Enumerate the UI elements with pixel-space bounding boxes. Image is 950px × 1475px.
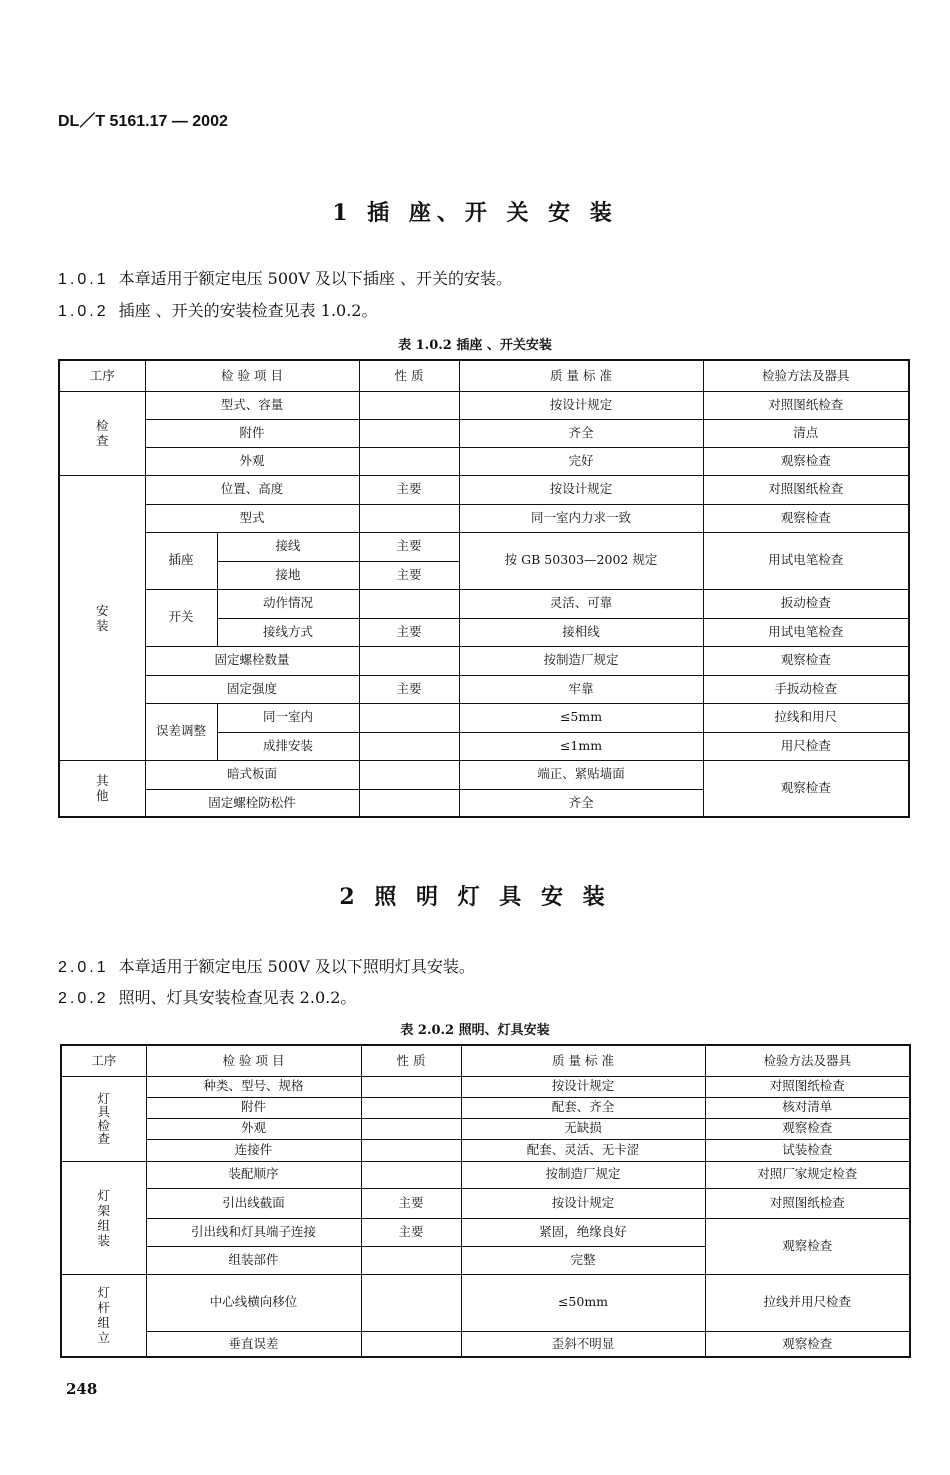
standard-cell: 完好 [459,447,703,475]
header-cell: 检 验 项 目 [146,1045,361,1076]
table-row [59,646,909,675]
table-row [61,1161,910,1188]
process-cell: 其 他 [59,760,145,817]
item-cell: 连接件 [146,1139,361,1161]
standard-cell: 端正、紧贴墙面 [459,760,703,789]
clause-text: 本章适用于额定电压 500V 及以下照明灯具安装。 [118,957,475,976]
nature-cell [361,1161,461,1188]
method-cell: 观察检查 [705,1331,910,1357]
item-cell: 引出线截面 [146,1188,361,1218]
subgroup-cell: 开关 [145,589,217,646]
table-header-row [61,1045,910,1076]
standard-cell: ≤5mm [459,703,703,732]
clause-number: 2.0.2 [58,990,109,1007]
document-header: DL／T 5161.17 — 2002 [58,113,228,130]
table-row [59,504,909,532]
method-cell: 观察检查 [703,504,909,532]
header-cell: 检 验 项 目 [145,360,359,391]
item-cell: 位置、高度 [145,475,359,504]
table-row [61,1076,910,1097]
page-number: 248 [66,1380,98,1398]
table-1-0-2 [58,359,910,818]
header-cell: 质 量 标 准 [461,1045,705,1076]
method-cell: 对照厂家规定检查 [705,1161,910,1188]
nature-cell [361,1076,461,1097]
process-cell: 灯 具 检 查 [61,1076,146,1161]
nature-cell [359,703,459,732]
item-cell: 组装部件 [146,1246,361,1274]
table-row [61,1188,910,1218]
item-cell: 同一室内 [217,703,359,732]
table-row [59,589,909,618]
nature-cell [359,419,459,447]
item-cell: 外观 [145,447,359,475]
method-cell: 对照图纸检查 [705,1188,910,1218]
method-cell: 观察检查 [703,447,909,475]
nature-cell: 主要 [361,1218,461,1246]
table-1-caption: 表 1.0.2 插座 、开关安装 [398,338,552,353]
standard-cell: 歪斜不明显 [461,1331,705,1357]
subgroup-cell: 误差调整 [145,703,217,760]
process-cell: 安 装 [59,475,145,760]
table-row [61,1139,910,1161]
header-cell: 检验方法及器具 [703,360,909,391]
table-row [59,391,909,419]
header-cell: 检验方法及器具 [705,1045,910,1076]
item-cell: 附件 [146,1097,361,1118]
standard-cell: 按 GB 50303—2002 规定 [459,532,703,589]
table-row [61,1118,910,1139]
standard-cell: 按制造厂规定 [461,1161,705,1188]
standard-cell: 配套、灵活、无卡涩 [461,1139,705,1161]
clause-1-0-1 [58,266,512,289]
standard-cell: 按设计规定 [459,475,703,504]
item-cell: 垂直误差 [146,1331,361,1357]
method-cell: 观察检查 [705,1118,910,1139]
item-cell: 接线 [217,532,359,561]
clause-number: 1.0.1 [58,271,109,288]
clause-2-0-2 [58,985,356,1008]
item-cell: 固定螺栓数量 [145,646,359,675]
standard-cell: 按制造厂规定 [459,646,703,675]
header-cell: 质 量 标 准 [459,360,703,391]
table-row [59,475,909,504]
table-row [59,675,909,703]
method-cell: 试装检查 [705,1139,910,1161]
standard-cell: 完整 [461,1246,705,1274]
standard-cell: 牢靠 [459,675,703,703]
table-row [61,1218,910,1246]
item-cell: 附件 [145,419,359,447]
standard-cell: 按设计规定 [459,391,703,419]
nature-cell [359,789,459,817]
nature-cell: 主要 [359,532,459,561]
method-cell: 清点 [703,419,909,447]
standard-cell: ≤1mm [459,732,703,760]
header-cell: 工序 [61,1045,146,1076]
method-cell: 拉线和用尺 [703,703,909,732]
standard-cell: ≤50mm [461,1274,705,1331]
item-cell: 种类、型号、规格 [146,1076,361,1097]
table-2-0-2 [60,1044,911,1358]
table-row [59,419,909,447]
nature-cell [359,391,459,419]
clause-number: 1.0.2 [58,303,109,320]
nature-cell: 主要 [361,1188,461,1218]
nature-cell [361,1118,461,1139]
subgroup-cell: 插座 [145,532,217,589]
standard-cell: 配套、齐全 [461,1097,705,1118]
standard-cell: 紧固，绝缘良好 [461,1218,705,1246]
clause-2-0-1 [58,954,475,977]
table-row [59,532,909,561]
method-cell: 观察检查 [703,646,909,675]
method-cell: 手扳动检查 [703,675,909,703]
method-cell: 观察检查 [705,1218,910,1274]
section-1-title: 1 插 座、开 关 安 装 [332,200,618,226]
method-cell: 用试电笔检查 [703,618,909,646]
clause-text: 本章适用于额定电压 500V 及以下插座 、开关的安装。 [118,269,512,288]
item-cell: 固定强度 [145,675,359,703]
nature-cell [359,447,459,475]
item-cell: 装配顺序 [146,1161,361,1188]
standard-cell: 接相线 [459,618,703,646]
standard-cell: 按设计规定 [461,1188,705,1218]
clause-text: 插座 、开关的安装检查见表 1.0.2。 [118,301,378,320]
nature-cell [361,1139,461,1161]
standard-cell: 齐全 [459,419,703,447]
nature-cell [359,732,459,760]
item-cell: 接地 [217,561,359,589]
table-row [59,760,909,789]
nature-cell: 主要 [359,475,459,504]
item-cell: 成排安装 [217,732,359,760]
header-cell: 工序 [59,360,145,391]
clause-text: 照明、灯具安装检查见表 2.0.2。 [118,988,357,1007]
nature-cell: 主要 [359,618,459,646]
table-row [59,447,909,475]
method-cell: 扳动检查 [703,589,909,618]
section-2-title: 2 照 明 灯 具 安 装 [339,884,611,910]
standard-cell: 按设计规定 [461,1076,705,1097]
nature-cell [359,504,459,532]
nature-cell [359,646,459,675]
standard-cell: 灵活、可靠 [459,589,703,618]
nature-cell [359,589,459,618]
method-cell: 观察检查 [703,760,909,817]
item-cell: 外观 [146,1118,361,1139]
clause-1-0-2 [58,298,377,321]
header-cell: 性 质 [361,1045,461,1076]
nature-cell [361,1097,461,1118]
nature-cell: 主要 [359,675,459,703]
method-cell: 对照图纸检查 [705,1076,910,1097]
standard-cell: 齐全 [459,789,703,817]
item-cell: 动作情况 [217,589,359,618]
item-cell: 中心线横向移位 [146,1274,361,1331]
method-cell: 用试电笔检查 [703,532,909,589]
item-cell: 固定螺栓防松件 [145,789,359,817]
item-cell: 接线方式 [217,618,359,646]
nature-cell: 主要 [359,561,459,589]
item-cell: 型式、容量 [145,391,359,419]
method-cell: 核对清单 [705,1097,910,1118]
nature-cell [361,1331,461,1357]
table-row [61,1331,910,1357]
standard-cell: 无缺损 [461,1118,705,1139]
process-cell: 灯 杆 组 立 [61,1274,146,1357]
item-cell: 型式 [145,504,359,532]
nature-cell [361,1246,461,1274]
nature-cell [361,1274,461,1331]
method-cell: 对照图纸检查 [703,475,909,504]
standard-cell: 同一室内力求一致 [459,504,703,532]
process-cell: 灯 架 组 装 [61,1161,146,1274]
table-row [61,1274,910,1331]
header-cell: 性 质 [359,360,459,391]
method-cell: 用尺检查 [703,732,909,760]
nature-cell [359,760,459,789]
item-cell: 暗式板面 [145,760,359,789]
table-row [61,1097,910,1118]
process-cell: 检 查 [59,391,145,475]
clause-number: 2.0.1 [58,959,109,976]
method-cell: 对照图纸检查 [703,391,909,419]
method-cell: 拉线并用尺检查 [705,1274,910,1331]
table-2-caption: 表 2.0.2 照明、灯具安装 [400,1023,550,1038]
table-header-row [59,360,909,391]
table-row [59,703,909,732]
item-cell: 引出线和灯具端子连接 [146,1218,361,1246]
